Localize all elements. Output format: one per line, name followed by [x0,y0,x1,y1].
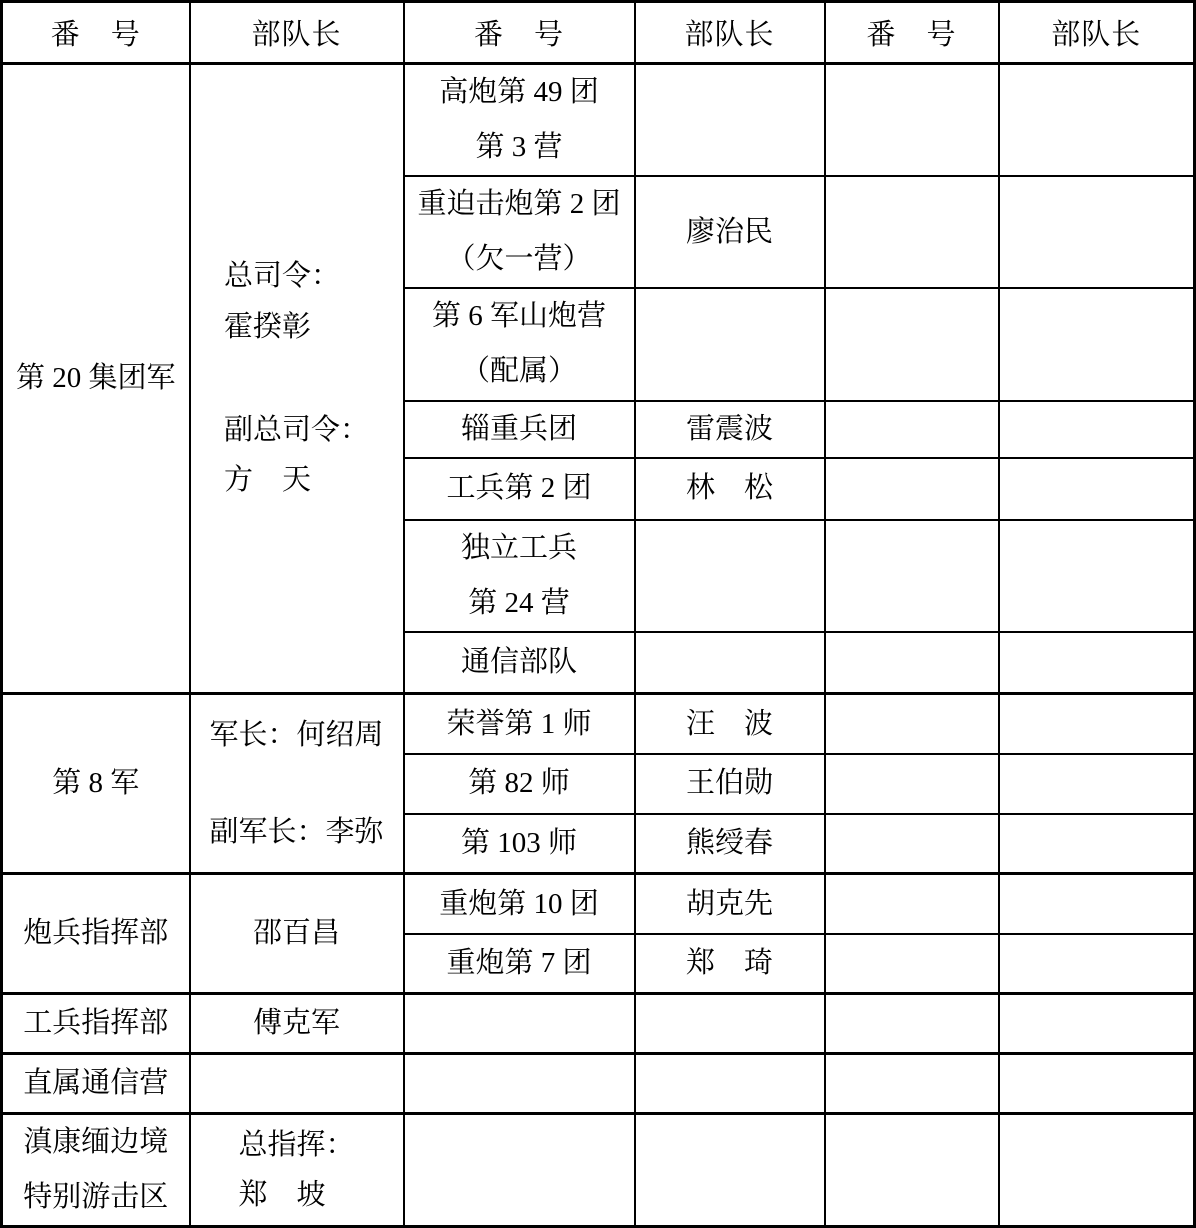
unit-cell: 第 82 师 [404,754,635,814]
unit-cell [404,64,635,177]
empty-cell [825,994,999,1054]
designation-line: 滇康缅边境 [23,1126,169,1159]
header-commander-1: 部队长 [190,2,404,64]
commander-cell-guerrilla [190,1114,404,1227]
unit-name-line: 第 24 营 [468,586,570,619]
unit-name-line: 第 6 军山炮营 [431,300,606,333]
empty-cell [825,176,999,288]
deputy-commander-title: 副总司令： [223,413,369,446]
empty-cell [635,288,825,400]
unit-cell: 重炮第 7 团 [404,934,635,994]
unit-name-line: （欠一营） [446,243,592,276]
empty-cell [825,754,999,814]
empty-cell [825,401,999,458]
empty-cell [404,1054,635,1114]
leader-cell: 雷震波 [635,401,825,458]
empty-cell [825,934,999,994]
unit-cell: 工兵第 2 团 [404,458,635,520]
empty-cell [825,1054,999,1114]
row-arty-1 [2,874,1195,934]
header-row [2,2,1195,64]
row-ga20-1 [2,64,1195,177]
leader-cell: 胡克先 [635,874,825,934]
row-signal-battalion [2,1054,1195,1114]
unit-cell [404,176,635,288]
empty-cell [635,64,825,177]
commander-name: 郑 坡 [238,1179,326,1212]
empty-cell [999,520,1195,632]
empty-cell [999,934,1195,994]
empty-cell [825,874,999,934]
commander-cell-engineer: 傅克军 [190,994,404,1054]
designation-cell-signal: 直属通信营 [2,1054,190,1114]
empty-cell [999,64,1195,177]
commander-cell-ga20 [190,64,404,694]
officer-block-ga20 [224,251,369,506]
unit-cell: 重炮第 10 团 [404,874,635,934]
empty-cell [825,288,999,400]
empty-cell [404,994,635,1054]
empty-cell [999,994,1195,1054]
deputy-commander-line: 副军长：李弥 [209,815,384,848]
leader-cell: 汪 波 [635,694,825,754]
unit-cell: 辎重兵团 [404,401,635,458]
designation-cell-ga20: 第 20 集团军 [2,64,190,694]
empty-cell [635,994,825,1054]
empty-cell [635,520,825,632]
unit-name-line: 高炮第 49 团 [439,76,599,108]
empty-cell [635,1114,825,1227]
empty-cell [999,874,1195,934]
empty-cell [999,754,1195,814]
empty-cell [635,632,825,694]
designation-cell-artillery: 炮兵指挥部 [2,874,190,994]
row-a8-1 [2,694,1195,754]
empty-cell [999,1054,1195,1114]
header-designation-2: 番 号 [404,2,635,64]
leader-cell: 林 松 [635,458,825,520]
leader-cell: 王伯勋 [635,754,825,814]
commander-title: 总指挥： [238,1128,355,1161]
leader-cell: 廖治民 [635,176,825,288]
row-guerrilla-zone [2,1114,1195,1227]
empty-cell [635,1054,825,1114]
unit-cell: 第 103 师 [404,814,635,874]
designation-line: 特别游击区 [23,1181,169,1214]
commander-cell-a8 [190,694,404,874]
empty-cell [190,1054,404,1114]
header-commander-3: 部队长 [999,2,1195,64]
empty-cell [999,632,1195,694]
empty-cell [825,520,999,632]
empty-cell [825,1114,999,1227]
header-designation-1: 番 号 [2,2,190,64]
unit-name-line: 重迫击炮第 2 团 [417,188,621,221]
unit-name-line: 第 3 营 [475,131,563,164]
designation-cell-engineer: 工兵指挥部 [2,994,190,1054]
empty-cell [999,458,1195,520]
empty-cell [999,176,1195,288]
unit-name-line: 独立工兵 [460,531,577,564]
unit-cell: 通信部队 [404,632,635,694]
empty-cell [825,632,999,694]
empty-cell [404,1114,635,1227]
commander-name: 霍揆彰 [223,310,311,343]
empty-cell [999,1114,1195,1227]
empty-cell [999,694,1195,754]
unit-name-line: （配属） [460,355,577,388]
commander-cell-artillery: 邵百昌 [190,874,404,994]
row-engineer-hq [2,994,1195,1054]
empty-cell [999,814,1195,874]
leader-cell: 郑 琦 [635,934,825,994]
empty-cell [825,814,999,874]
unit-cell: 荣誉第 1 师 [404,694,635,754]
officer-block-a8 [209,710,383,858]
empty-cell [999,288,1195,400]
designation-cell-a8: 第 8 军 [2,694,190,874]
unit-cell [404,288,635,400]
header-designation-3: 番 号 [825,2,999,64]
unit-cell [404,520,635,632]
designation-cell-guerrilla [2,1114,190,1227]
leader-cell: 熊绶春 [635,814,825,874]
empty-cell [825,458,999,520]
officer-block-guerrilla [238,1120,354,1222]
empty-cell [825,64,999,177]
deputy-commander-name: 方 天 [223,464,311,497]
header-commander-2: 部队长 [635,2,825,64]
commander-title: 总司令： [223,260,340,293]
empty-cell [825,694,999,754]
empty-cell [999,401,1195,458]
commander-line: 军长：何绍周 [209,719,384,751]
